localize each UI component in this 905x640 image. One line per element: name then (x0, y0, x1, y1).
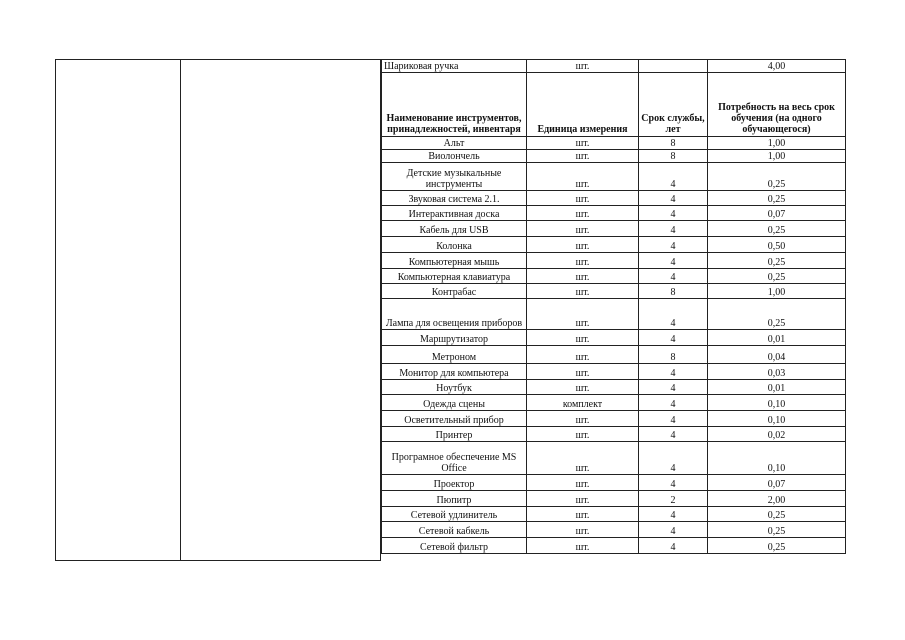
unit-cell: комплект (527, 395, 639, 411)
need-cell: 0,25 (708, 538, 846, 554)
need-cell: 1,00 (708, 137, 846, 150)
service-life-cell: 4 (639, 522, 708, 538)
table-row (382, 442, 846, 475)
service-life-cell: 4 (639, 299, 708, 330)
item-name-cell: Колонка (382, 237, 527, 253)
need-cell: 0,25 (708, 269, 846, 284)
item-name-cell: Кабель для USB (382, 221, 527, 237)
item-name-cell: Маршрутизатор (382, 330, 527, 346)
table-row (382, 427, 846, 442)
unit-cell: шт. (527, 491, 639, 507)
need-cell: 0,25 (708, 163, 846, 191)
table-row (382, 491, 846, 507)
need-cell: 0,25 (708, 253, 846, 269)
need-cell: 0,25 (708, 522, 846, 538)
need-cell: 0,02 (708, 427, 846, 442)
table-row (382, 522, 846, 538)
item-name-cell: Интерактивная доска (382, 206, 527, 221)
table-row (382, 60, 846, 73)
need-cell: 0,10 (708, 411, 846, 427)
table-header-row (382, 73, 846, 137)
service-life-cell: 4 (639, 253, 708, 269)
inventory-table (381, 59, 846, 554)
table-row (382, 299, 846, 330)
service-life-cell: 4 (639, 380, 708, 395)
unit-cell: шт. (527, 299, 639, 330)
item-name-cell: Альт (382, 137, 527, 150)
item-name-cell: Сетевой кабкель (382, 522, 527, 538)
unit-cell: шт. (527, 427, 639, 442)
unit-cell: шт. (527, 538, 639, 554)
table-row (382, 137, 846, 150)
need-cell: 1,00 (708, 150, 846, 163)
table-row (382, 253, 846, 269)
unit-cell: шт. (527, 380, 639, 395)
table-row (382, 346, 846, 364)
service-life-cell: 4 (639, 163, 708, 191)
need-cell: 0,25 (708, 299, 846, 330)
need-cell: 0,25 (708, 507, 846, 522)
table-row (382, 206, 846, 221)
header-name: Наименование инструментов, принадлежностей, инвентаря (382, 73, 527, 137)
unit-cell: шт. (527, 253, 639, 269)
service-life-cell: 4 (639, 507, 708, 522)
unit-cell: шт. (527, 60, 639, 73)
unit-cell: шт. (527, 475, 639, 491)
unit-cell: шт. (527, 150, 639, 163)
table-row (382, 364, 846, 380)
item-name-cell: Одежда сцены (382, 395, 527, 411)
unit-cell: шт. (527, 522, 639, 538)
service-life-cell: 4 (639, 395, 708, 411)
item-name-cell: Звуковая система 2.1. (382, 191, 527, 206)
item-name-cell: Осветительный прибор (382, 411, 527, 427)
table-row (382, 163, 846, 191)
item-name-cell: Контрабас (382, 284, 527, 299)
item-name-cell: Пюпитр (382, 491, 527, 507)
need-cell: 0,10 (708, 442, 846, 475)
need-cell: 0,50 (708, 237, 846, 253)
left-empty-cell (55, 59, 381, 561)
need-cell: 2,00 (708, 491, 846, 507)
table-row (382, 475, 846, 491)
need-cell: 0,04 (708, 346, 846, 364)
item-name-cell: Принтер (382, 427, 527, 442)
service-life-cell: 8 (639, 150, 708, 163)
table-row (382, 411, 846, 427)
left-column-divider (180, 59, 181, 561)
service-life-cell: 4 (639, 237, 708, 253)
header-service-life: Срок службы, лет (639, 73, 708, 137)
service-life-cell: 4 (639, 330, 708, 346)
table-row (382, 395, 846, 411)
unit-cell: шт. (527, 411, 639, 427)
unit-cell: шт. (527, 137, 639, 150)
unit-cell: шт. (527, 330, 639, 346)
item-name-cell: Проектор (382, 475, 527, 491)
item-name-cell: Метроном (382, 346, 527, 364)
item-name-cell: Монитор для компьютера (382, 364, 527, 380)
table-row (382, 284, 846, 299)
service-life-cell: 4 (639, 475, 708, 491)
unit-cell: шт. (527, 364, 639, 380)
service-life-cell: 4 (639, 538, 708, 554)
item-name-cell: Ноутбук (382, 380, 527, 395)
unit-cell: шт. (527, 163, 639, 191)
service-life-cell: 8 (639, 137, 708, 150)
unit-cell: шт. (527, 237, 639, 253)
need-cell: 0,07 (708, 206, 846, 221)
service-life-cell: 8 (639, 346, 708, 364)
service-life-cell: 4 (639, 206, 708, 221)
unit-cell: шт. (527, 191, 639, 206)
unit-cell: шт. (527, 346, 639, 364)
service-life-cell: 4 (639, 411, 708, 427)
need-cell: 1,00 (708, 284, 846, 299)
service-life-cell: 4 (639, 221, 708, 237)
table-row (382, 221, 846, 237)
need-cell: 0,01 (708, 330, 846, 346)
need-cell: 0,03 (708, 364, 846, 380)
service-life-cell (639, 60, 708, 73)
service-life-cell: 4 (639, 442, 708, 475)
table-row (382, 380, 846, 395)
item-name-cell: Компьютерная клавиатура (382, 269, 527, 284)
service-life-cell: 4 (639, 269, 708, 284)
unit-cell: шт. (527, 269, 639, 284)
header-need: Потребность на весь срок обучения (на одного обучающегося) (708, 73, 846, 137)
need-cell: 0,25 (708, 221, 846, 237)
unit-cell: шт. (527, 442, 639, 475)
table-row (382, 269, 846, 284)
item-name-cell: Детские музыкальные инструменты (382, 163, 527, 191)
table-row (382, 150, 846, 163)
table-row (382, 507, 846, 522)
header-unit: Единица измерения (527, 73, 639, 137)
need-cell: 4,00 (708, 60, 846, 73)
item-name-cell: Сетевой удлинитель (382, 507, 527, 522)
table-row (382, 330, 846, 346)
inventory-table-body (382, 60, 846, 554)
table-row (382, 191, 846, 206)
item-name-cell: Програмное обеспечение MS Office (382, 442, 527, 475)
item-name-cell: Сетевой фильтр (382, 538, 527, 554)
service-life-cell: 2 (639, 491, 708, 507)
table-row (382, 237, 846, 253)
service-life-cell: 4 (639, 191, 708, 206)
item-name-cell: Виолончель (382, 150, 527, 163)
need-cell: 0,07 (708, 475, 846, 491)
item-name-cell: Шариковая ручка (382, 60, 527, 73)
service-life-cell: 4 (639, 364, 708, 380)
unit-cell: шт. (527, 206, 639, 221)
unit-cell: шт. (527, 221, 639, 237)
need-cell: 0,10 (708, 395, 846, 411)
item-name-cell: Лампа для освещения приборов (382, 299, 527, 330)
need-cell: 0,01 (708, 380, 846, 395)
table-row (382, 538, 846, 554)
need-cell: 0,25 (708, 191, 846, 206)
service-life-cell: 8 (639, 284, 708, 299)
item-name-cell: Компьютерная мышь (382, 253, 527, 269)
unit-cell: шт. (527, 507, 639, 522)
service-life-cell: 4 (639, 427, 708, 442)
unit-cell: шт. (527, 284, 639, 299)
